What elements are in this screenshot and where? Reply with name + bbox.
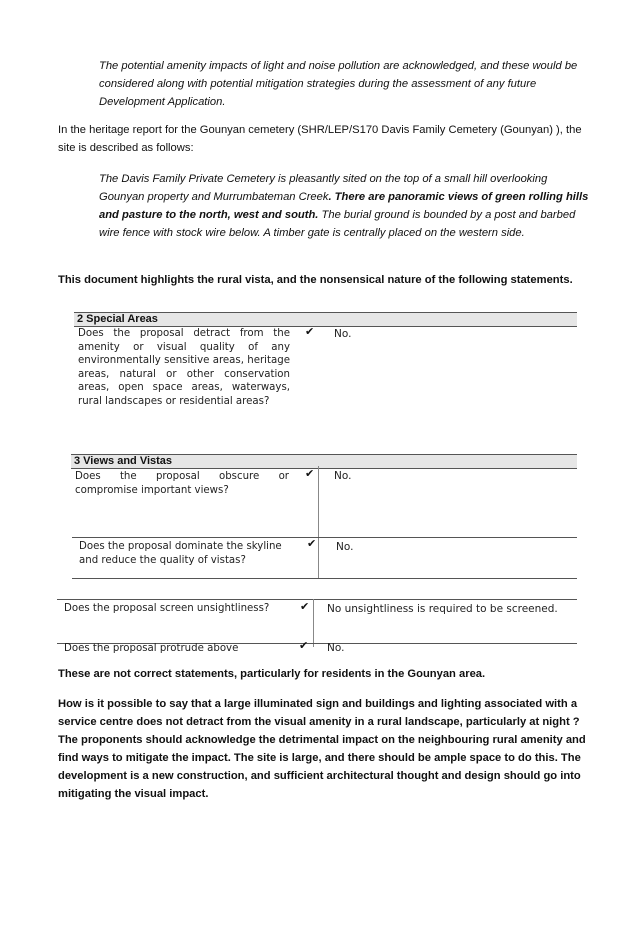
answer-skyline: No. <box>336 541 354 553</box>
answer-protrude: No. <box>327 642 345 654</box>
question-obscure-views: Does the proposal obscure or compromise important views? <box>75 471 289 496</box>
column-divider <box>318 466 319 578</box>
quote-cemetery-part1: The Davis Family Private Cemetery is pleasantly sited on the top of a small hill overlooking Gounyan property and Murrumbateman Creek <box>99 173 548 203</box>
answer-obscure-views: No. <box>334 470 352 482</box>
tick-icon: ✔ <box>305 467 315 480</box>
heritage-intro: In the heritage report for the Gounyan cemetery (SHR/LEP/S170 Davis Family Cemetery (Gounyan) ), the site is described as follows: <box>58 124 582 154</box>
answer-unsightliness: No unsightliness is required to be screened. <box>327 603 558 615</box>
question-special-areas: Does the proposal detract from the amenity or visual quality of any environmentally sensitive areas, heritage areas, natural or other conservation areas, open space areas, waterways, rural landscapes or residential areas? <box>78 328 290 407</box>
column-divider <box>313 599 314 647</box>
tick-icon: ✔ <box>299 639 309 652</box>
quote-cemetery <box>99 170 589 242</box>
section-special-areas-heading: 2 Special Areas <box>74 312 577 327</box>
row-divider <box>57 599 577 600</box>
section-views-heading: 3 Views and Vistas <box>71 454 577 469</box>
answer-special-areas: No. <box>334 328 352 340</box>
question-protrude: Does the proposal protrude above <box>64 643 239 654</box>
quote-light-noise: The potential amenity impacts of light and noise pollution are acknowledged, and these would be considered along with potential mitigation strategies during the assessment of any future Development Application. <box>99 60 578 108</box>
tick-icon: ✔ <box>300 600 310 613</box>
question-skyline: Does the proposal dominate the skyline and reduce the quality of vistas? <box>79 541 282 566</box>
cut-off-row <box>57 639 577 654</box>
tick-icon: ✔ <box>305 325 315 338</box>
row-divider <box>72 578 577 579</box>
closing-paragraph: How is it possible to say that a large illuminated sign and buildings and lighting associated with a service centre does not detract from the visual amenity in a rural landscape, particularly at night ? The proponents should acknowledge the detrimental impact on the neighbouring rural amenity and find ways to mitigate the impact. The site is large, and there should be ample space to do this. The development is a new construction, and sufficient architectural thought and design should go into mitigating the visual impact. <box>58 698 586 800</box>
highlight-statement: This document highlights the rural vista, and the nonsensical nature of the following statements. <box>58 274 573 286</box>
tick-icon: ✔ <box>307 537 317 550</box>
row-divider <box>72 537 577 538</box>
quote-cemetery-part3: The burial ground is bounded by a post and barbed wire fence with stock wire below. A timber gate is centrally placed on the western side. <box>99 209 576 239</box>
not-correct-statement: These are not correct statements, particularly for residents in the Gounyan area. <box>58 668 486 680</box>
quote-cemetery-views: . There are panoramic views of green rolling hills and pasture to the north, west and south. <box>99 191 589 221</box>
question-unsightliness: Does the proposal screen unsightliness? <box>64 603 270 614</box>
